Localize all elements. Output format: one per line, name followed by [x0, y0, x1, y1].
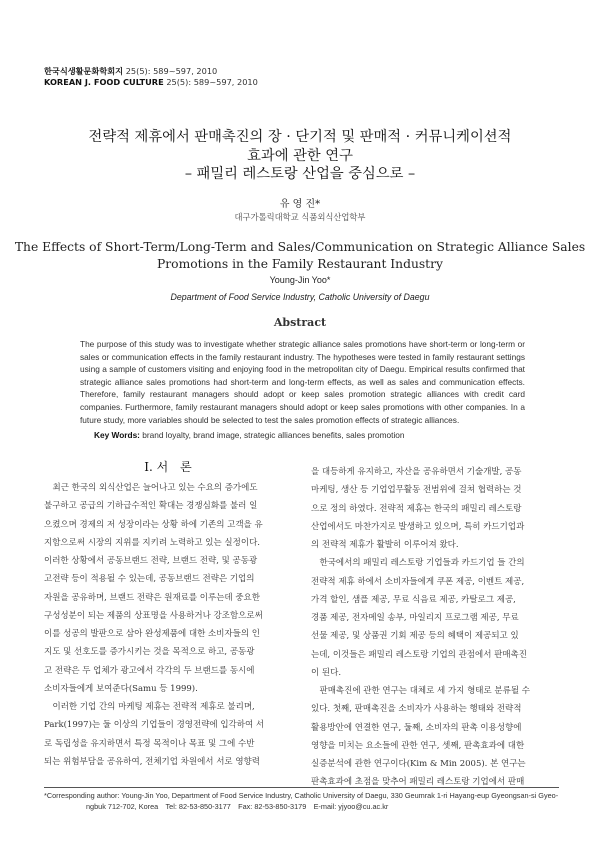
- affiliation-korean: 대구가톨릭대학교 식품외식산업학부: [234, 212, 366, 222]
- body-text-line: 산업에서도 마찬가지로 발생하고 있으며, 특히 카드기업과: [311, 521, 525, 532]
- body-text-line: 을 대등하게 유지하고, 자산을 공유하면서 기술개발, 공동: [311, 467, 522, 477]
- body-text-line: 으로 정의 하였다. 전략적 제휴는 한국의 패밀리 레스토랑: [311, 503, 522, 514]
- body-text-line: 지도 및 선호도를 증가시키는 것을 목적으로 하고, 공동광: [44, 647, 255, 658]
- body-text-line: 있다. 첫째, 판매촉진을 소비자가 사용하는 행태와 전략적: [311, 704, 522, 715]
- title-en-line1: The Effects of Short-Term/Long-Term and Sales/Communication on Strategic Alliance Sales: [14, 240, 586, 254]
- body-text-line: 판매촉진에 관한 연구는 대체로 세 가지 형태로 분류될 수: [311, 686, 530, 696]
- title-ko-line2: 효과에 관한 연구: [247, 147, 353, 164]
- body-text-line: 선물 제공, 및 상품권 기회 제공 등의 혜택이 제공되고 있: [311, 631, 519, 642]
- body-text-line: 이러한 상황에서 공동브랜드 전략, 브랜드 전략, 및 공동광: [44, 556, 258, 566]
- author-korean: 유 영 진*: [279, 199, 321, 210]
- body-text-line: 소비자들에게 보여준다(Samu 등 1999).: [44, 683, 198, 694]
- body-text-line: 고 전략은 두 업체가 광고에서 각각의 두 브랜드를 동시에: [44, 665, 255, 676]
- footnote-line2: ngbuk 712-702, Korea Tel: 82-53-850-3177 Fax: 82-53-850-3179 E-mail: yjyoo@cu.ac.kr: [86, 801, 389, 811]
- keywords-label: Key Words:: [94, 430, 140, 440]
- journal-name-ko: 한국식생활문화학회지: [44, 66, 124, 76]
- abstract-text: The purpose of this study was to investigate whether strategic alliance sales promotions have short-term or long-term or sales or communication effects in the family restaurant industry. The hypotheses were tested in family restaurant settings using a sample of customers visiting and enjoying food in the metropolitan city of Daegu. Empirical results confirmed that strategic alliance sales promotions had short-term and long-term effects, as well as sales and communication effects. Therefore, family restaurant managers should adopt or keep sales promotion strategic alliances with credit card companies. Furthermore, family restaurant managers should adopt or keep sales promotions with other companies. In a future study, more variables should be selected to test the sales promotion effects of strategic alliances.: [80, 339, 525, 425]
- body-text-line: 으켰으며 경제의 저 성장이라는 상황 하에 기존의 고객을 유: [44, 519, 263, 530]
- keywords: [94, 430, 524, 440]
- body-text-line: 활용방안에 연결한 연구, 둘째, 소비자의 판촉 이용성향에: [311, 722, 522, 733]
- title-ko-line1: 전략적 제휴에서 판매촉진의 장 · 단기적 및 판매적 · 커뮤니케이션적: [88, 129, 512, 145]
- title-korean: [0, 128, 600, 184]
- body-text-line: 영향을 미치는 요소들에 관한 연구, 셋째, 판촉효과에 대한: [311, 740, 525, 751]
- body-text-line: 최근 한국의 외식산업은 늘어나고 있는 수요의 증가에도: [44, 483, 258, 493]
- body-text-line: 한국에서의 패밀리 레스토랑 기업들과 카드기업 들 간의: [311, 558, 525, 569]
- body-text-line: 경품 제공, 전자메일 송부, 마일리지 프로그램 제공, 무료: [311, 613, 519, 623]
- title-en-line2: Promotions in the Family Restaurant Industry: [157, 256, 443, 271]
- footnote: [44, 791, 559, 812]
- journal-ref-en: 25(5): 589~597, 2010: [166, 77, 258, 87]
- body-text-line: 불구하고 공급의 기하급수적인 확대는 경쟁심화를 불러 일: [44, 501, 258, 512]
- title-english: [0, 239, 600, 272]
- journal-ref-ko: 25(5): 589~597, 2010: [125, 66, 218, 76]
- body-text-line: 의 전략적 제휴가 활발히 이루어져 왔다.: [311, 540, 459, 550]
- body-text-line: 고전략 등이 적용될 수 있는데, 공동브랜드 전략은 기업의: [44, 574, 255, 585]
- body-text-line: 이 된다.: [311, 667, 342, 678]
- body-text-line: 되는 위험부담을 공유하여, 전체기업 차원에서 서로 영향력: [44, 756, 260, 767]
- body-text-line: 판촉효과에 초점을 맞추어 패밀리 레스토랑 기업에서 판매: [311, 777, 525, 788]
- affiliation-english: Department of Food Service Industry, Catholic University of Daegu: [170, 292, 430, 302]
- title-ko-subtitle: – 패밀리 레스토랑 산업을 중심으로 –: [184, 166, 416, 182]
- abstract-heading: Abstract: [273, 316, 327, 329]
- body-text-line: 자원을 공유하며, 브랜드 전략은 원재료를 이루는데 중요한: [44, 592, 260, 603]
- journal-header: [44, 66, 258, 88]
- footnote-line1: *Corresponding author: Young-Jin Yoo, Department of Food Service Industry, Catholic University of Daegu, 330 Geumrak 1-ri Hayang-eup Gyeongsan-si Gyeo-: [44, 791, 559, 800]
- body-text-line: 는데, 이것들은 패밀리 레스토랑 기업의 관점에서 판매촉진: [311, 649, 527, 660]
- journal-name-en: KOREAN J. FOOD CULTURE: [44, 77, 164, 87]
- body-text-line: 이를 성공의 발판으로 삼아 완성제품에 대한 소비자들의 인: [44, 629, 260, 639]
- body-text-line: 전략적 제휴 하에서 소비자들에게 쿠폰 제공, 이벤트 제공,: [311, 576, 525, 587]
- body-text-line: 구성성분이 되는 제품의 상표명을 사용하거나 강조함으로써: [44, 610, 263, 621]
- body-text-line: 실증분석에 관한 연구이다(Kim & Min 2005). 본 연구는: [311, 759, 526, 769]
- section-heading-introduction: I. 서 론: [144, 460, 192, 474]
- body-text-line: 로 독립성을 유지하면서 특정 목적이나 목표 및 그에 수반: [44, 738, 255, 749]
- body-text-line: 마케팅, 생산 등 기업업무활동 전범위에 걸쳐 협력하는 것: [311, 485, 522, 496]
- footnote-rule: [44, 787, 559, 788]
- body-text-line: 이러한 기업 간의 마케팅 제휴는 전략적 제휴로 불리며,: [44, 702, 255, 712]
- body-text-line: 지함으로써 시장의 지위를 지키려 노력하고 있는 실정이다.: [44, 537, 260, 548]
- author-english: Young-Jin Yoo*: [269, 275, 331, 285]
- keywords-text: brand loyalty, brand image, strategic alliances benefits, sales promotion: [139, 430, 405, 440]
- body-text-line: 가격 할인, 샘플 제공, 무료 식음료 제공, 카탈로그 제공,: [311, 594, 516, 605]
- body-text-line: Park(1997)는 둘 이상의 기업들이 경영전략에 입각하여 서: [44, 720, 265, 731]
